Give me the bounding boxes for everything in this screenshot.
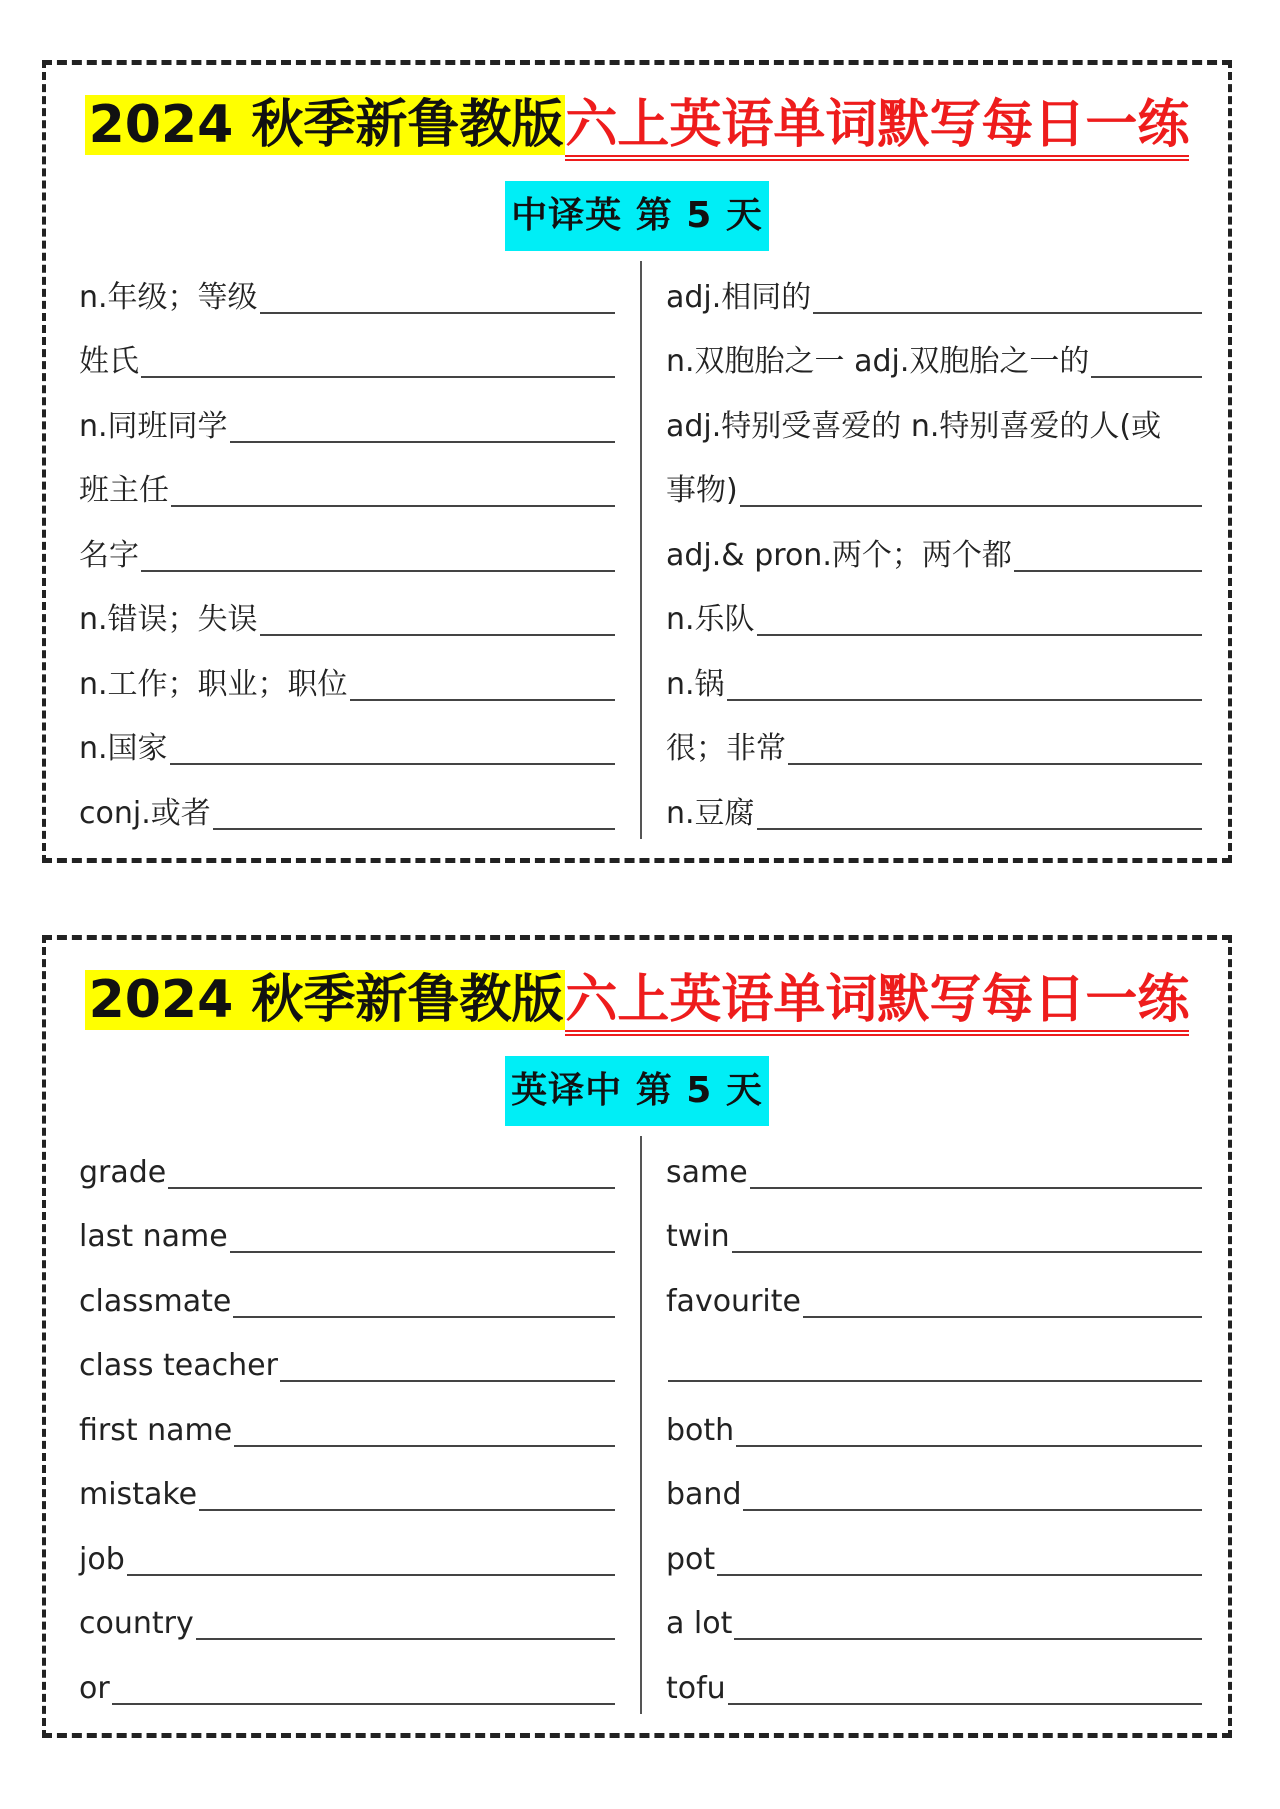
prompt-label: adj.相同的 xyxy=(666,279,812,315)
right-column xyxy=(666,257,1202,838)
prompt-label: last name xyxy=(79,1219,228,1254)
prompt-label: 名字 xyxy=(79,537,139,573)
blank-row xyxy=(666,257,1202,322)
blank-row xyxy=(666,1648,1202,1713)
prompt-label: n.同班同学 xyxy=(79,408,228,444)
answer-line[interactable] xyxy=(736,1445,1202,1447)
prompt-label: class teacher xyxy=(79,1348,278,1383)
blank-row xyxy=(79,1455,615,1520)
worksheet-card-english-to-chinese xyxy=(42,935,1232,1738)
blank-row xyxy=(79,580,615,645)
answer-line[interactable] xyxy=(728,1703,1202,1705)
blank-row xyxy=(666,1326,1202,1391)
blank-row xyxy=(666,1197,1202,1262)
title-red: 六上英语单词默写每日一练 xyxy=(565,95,1189,161)
prompt-label: favourite xyxy=(666,1283,801,1319)
answer-line[interactable] xyxy=(170,763,615,765)
answer-line[interactable] xyxy=(196,1638,615,1640)
column-divider xyxy=(640,1136,642,1714)
blank-row xyxy=(79,1648,615,1713)
answer-line[interactable] xyxy=(1014,570,1202,572)
answer-line[interactable] xyxy=(813,312,1202,314)
subtitle-badge: 中译英 第 5 天 xyxy=(505,181,769,251)
blank-row xyxy=(79,1519,615,1584)
blank-row xyxy=(79,1326,615,1391)
column-divider xyxy=(640,261,642,839)
blank-row xyxy=(79,386,615,451)
prompt-label: a lot xyxy=(666,1606,733,1641)
blank-row xyxy=(79,1197,615,1262)
answer-line[interactable] xyxy=(1091,376,1202,378)
blank-row xyxy=(666,644,1202,709)
answer-line[interactable] xyxy=(750,1187,1202,1189)
blank-row xyxy=(666,322,1202,387)
answer-line[interactable] xyxy=(213,828,615,830)
blank-row xyxy=(666,1519,1202,1584)
answer-line[interactable] xyxy=(233,1316,615,1318)
answer-line[interactable] xyxy=(230,441,615,443)
prompt-label: country xyxy=(79,1606,194,1641)
answer-line[interactable] xyxy=(803,1316,1202,1318)
blank-row xyxy=(666,451,1202,516)
answer-line[interactable] xyxy=(668,1380,1202,1382)
prompt-label: twin xyxy=(666,1219,730,1254)
answer-line[interactable] xyxy=(788,763,1202,765)
worksheet-title xyxy=(46,954,1228,1046)
blank-row xyxy=(666,1455,1202,1520)
prompt-label: 姓氏 xyxy=(79,344,139,379)
answer-line[interactable] xyxy=(743,1509,1202,1511)
prompt-label: same xyxy=(666,1154,748,1190)
answer-line[interactable] xyxy=(280,1380,615,1382)
subtitle-badge: 英译中 第 5 天 xyxy=(505,1056,769,1126)
answer-line[interactable] xyxy=(230,1251,615,1253)
blank-row xyxy=(79,1584,615,1649)
prompt-label: 班主任 xyxy=(79,473,169,508)
answer-line[interactable] xyxy=(757,634,1202,636)
blank-row xyxy=(79,1132,615,1197)
answer-line[interactable] xyxy=(260,634,615,636)
prompt-label: band xyxy=(666,1477,742,1512)
blank-row xyxy=(666,1584,1202,1649)
worksheet-card-chinese-to-english xyxy=(42,60,1232,863)
answer-line[interactable] xyxy=(171,505,615,507)
answer-line[interactable] xyxy=(127,1574,615,1576)
prompt-label: n.锅 xyxy=(666,666,725,702)
blank-row xyxy=(79,1261,615,1326)
blank-row xyxy=(79,1390,615,1455)
answer-line[interactable] xyxy=(112,1703,615,1705)
title-highlight: 2024 秋季新鲁教版 xyxy=(85,970,566,1030)
prompt-label: job xyxy=(79,1541,125,1577)
left-column xyxy=(79,1132,615,1713)
blank-row xyxy=(666,1261,1202,1326)
answer-line[interactable] xyxy=(732,1251,1202,1253)
blank-row xyxy=(666,773,1202,838)
blank-row xyxy=(79,451,615,516)
prompt-label: adj.特别受喜爱的 n.特别喜爱的人(或 xyxy=(666,408,1162,444)
blank-row xyxy=(79,644,615,709)
prompt-label: first name xyxy=(79,1412,233,1448)
prompt-label: 很；非常 xyxy=(666,731,786,766)
prompt-label: adj.& pron.两个；两个都 xyxy=(666,537,1012,573)
prompt-label: n.工作；职业；职位 xyxy=(79,666,348,702)
prompt-label: pot xyxy=(666,1541,716,1577)
blank-row xyxy=(79,515,615,580)
prompt-label: grade xyxy=(79,1154,167,1190)
prompt-label: n.双胞胎之一 adj.双胞胎之一的 xyxy=(666,344,1090,379)
answer-line[interactable] xyxy=(168,1187,615,1189)
answer-line[interactable] xyxy=(141,376,615,378)
prompt-label: n.国家 xyxy=(79,731,168,766)
prompt-label: conj.或者 xyxy=(79,795,211,831)
prompt-label: n.豆腐 xyxy=(666,795,755,831)
blank-row xyxy=(666,515,1202,580)
left-column xyxy=(79,257,615,838)
blank-row xyxy=(79,709,615,774)
answer-line[interactable] xyxy=(234,1445,615,1447)
prompt-label: or xyxy=(79,1670,110,1706)
title-highlight: 2024 秋季新鲁教版 xyxy=(85,95,566,155)
answer-line[interactable] xyxy=(141,570,615,572)
blank-row xyxy=(666,709,1202,774)
prompt-label: n.错误；失误 xyxy=(79,602,258,637)
blank-row xyxy=(79,322,615,387)
blank-row xyxy=(666,1132,1202,1197)
prompt-label: 事物) xyxy=(666,473,738,508)
worksheet-title xyxy=(46,79,1228,171)
prompt-label: mistake xyxy=(79,1477,198,1512)
prompt-label: tofu xyxy=(666,1670,726,1706)
title-red: 六上英语单词默写每日一练 xyxy=(565,970,1189,1036)
prompt-label: n.乐队 xyxy=(666,602,755,637)
answer-line[interactable] xyxy=(350,699,615,701)
prompt-label: n.年级；等级 xyxy=(79,279,258,315)
blank-row xyxy=(666,1390,1202,1455)
prompt-label: classmate xyxy=(79,1283,232,1319)
right-column xyxy=(666,1132,1202,1713)
answer-line[interactable] xyxy=(757,828,1202,830)
answer-line[interactable] xyxy=(740,505,1202,507)
answer-line[interactable] xyxy=(727,699,1202,701)
blank-row xyxy=(79,257,615,322)
blank-row xyxy=(79,773,615,838)
blank-row xyxy=(666,386,1202,451)
prompt-label: both xyxy=(666,1412,735,1448)
answer-line[interactable] xyxy=(199,1509,615,1511)
answer-line[interactable] xyxy=(734,1638,1202,1640)
blank-row xyxy=(666,580,1202,645)
answer-line[interactable] xyxy=(260,312,615,314)
answer-line[interactable] xyxy=(717,1574,1202,1576)
